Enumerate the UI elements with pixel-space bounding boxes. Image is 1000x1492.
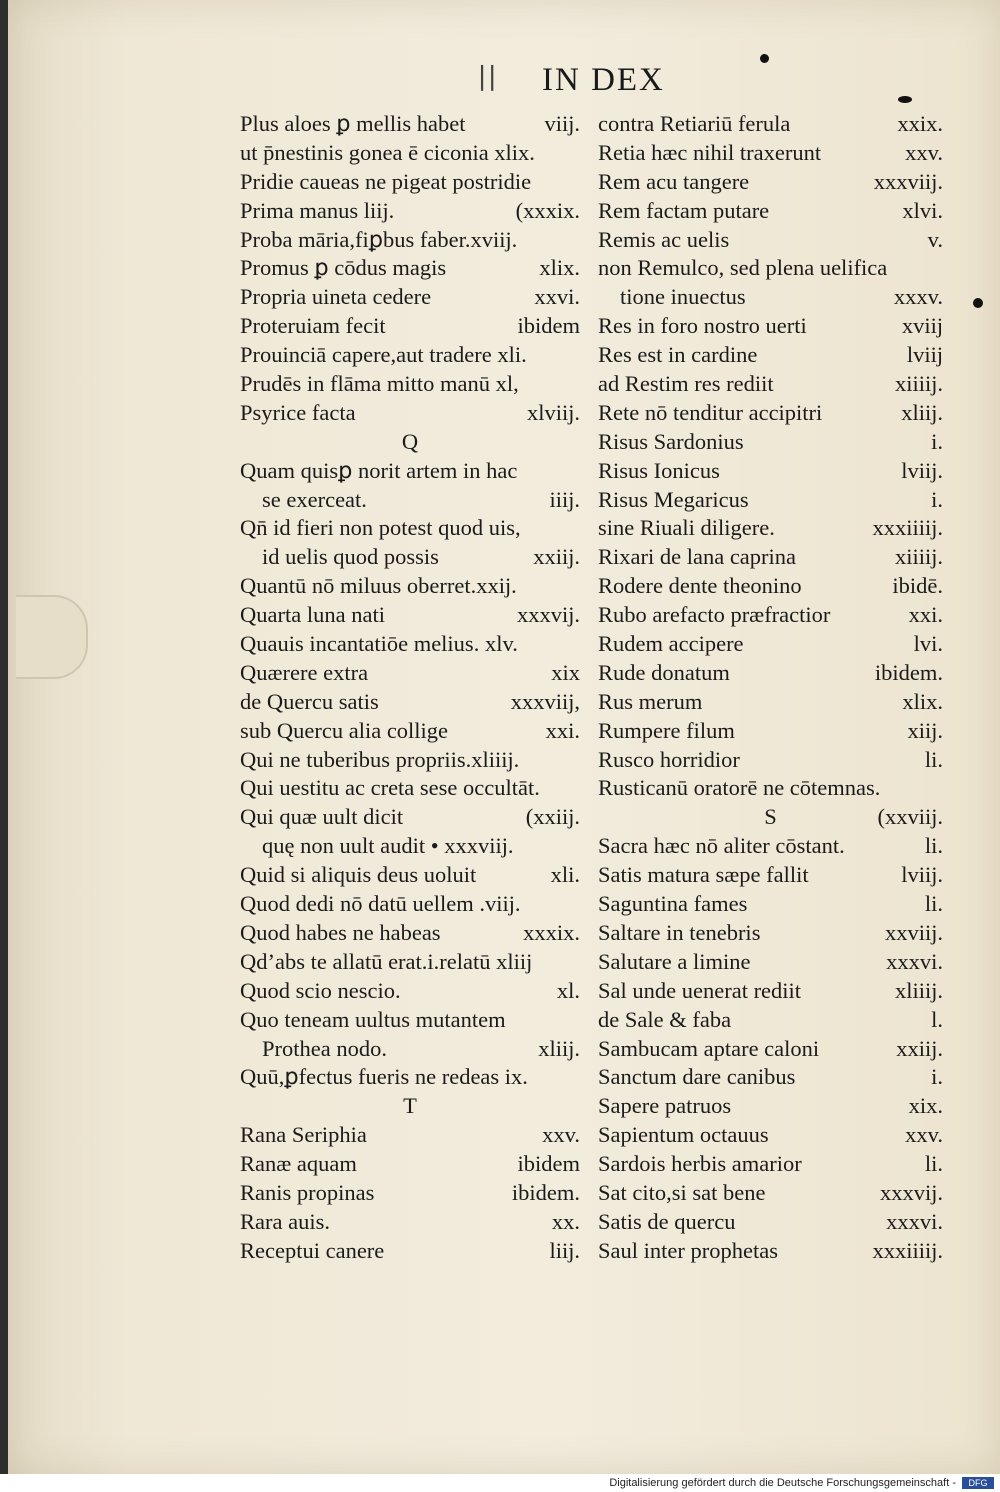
- index-entry: [598, 1063, 943, 1092]
- index-entry: [598, 1035, 943, 1064]
- entry-text: Psyrice facta: [240, 399, 356, 425]
- index-entry: [240, 139, 580, 168]
- entry-reference: li.: [924, 833, 943, 859]
- index-entry: [598, 1092, 943, 1121]
- entry-reference: xlvi.: [902, 197, 943, 223]
- entry-text: Rixari de lana caprina: [598, 544, 797, 570]
- entry-text: Retia hæc nihil traxerunt: [598, 139, 822, 165]
- entry-reference: xiiiĳ.: [894, 371, 943, 397]
- index-entry: [240, 717, 580, 746]
- index-entry: [598, 948, 943, 977]
- entry-text: Receptui canere: [240, 1237, 385, 1263]
- index-entry: [240, 919, 580, 948]
- entry-reference: xx.: [551, 1208, 580, 1234]
- section-letter: T: [403, 1093, 417, 1119]
- index-entry: [598, 746, 943, 775]
- entry-text: Rubo arefacto præfractior: [598, 602, 831, 628]
- entry-text: Salutare a limine: [598, 948, 751, 974]
- entry-text: Proba māria,fiꝑbus faber.xviĳ.: [240, 226, 518, 252]
- header-marks: ∣∣: [478, 64, 499, 95]
- index-entry: [598, 1208, 943, 1237]
- entry-reference: xxi.: [908, 602, 943, 628]
- entry-reference: ibidem.: [511, 1179, 580, 1205]
- index-entry: [240, 803, 580, 832]
- entry-text: Qui uestitu ac creta sese occultāt.: [240, 775, 540, 801]
- dfg-logo: DFG: [962, 1477, 994, 1489]
- entry-text: Res in foro nostro uerti: [598, 313, 807, 339]
- entry-text: quę non uult audit • xxxviĳ.: [262, 833, 514, 859]
- entry-text: ut p̄nestinis gonea ē ciconia xlix.: [240, 139, 535, 165]
- index-entry: [598, 370, 943, 399]
- entry-reference: xviĳ: [901, 313, 943, 339]
- index-entry: [240, 399, 580, 428]
- index-entry: [598, 399, 943, 428]
- index-entry: [240, 890, 580, 919]
- index-entry: [598, 197, 943, 226]
- index-entry: [240, 197, 580, 226]
- index-entry: [240, 226, 580, 255]
- entry-text: Qd’abs te allatū erat.i.relatū xliĳ: [240, 948, 533, 974]
- entry-reference: xliĳ.: [538, 1035, 580, 1061]
- entry-text: Risus Ionicus: [598, 457, 720, 483]
- entry-text: non Remulco, sed plena uelifica: [598, 255, 888, 281]
- entry-reference: li.: [924, 746, 943, 772]
- entry-text: Rude donatum: [598, 659, 730, 685]
- entry-text: Prothea nodo.: [262, 1035, 387, 1061]
- entry-reference: xiĳ.: [907, 717, 943, 743]
- book-page: [8, 0, 1000, 1474]
- entry-reference: xxviĳ.: [884, 919, 943, 945]
- entry-text: Quantū nō miluus oberret.xxĳ.: [240, 573, 517, 599]
- entry-reference: xxxvi.: [886, 1208, 943, 1234]
- index-entry: [598, 428, 943, 457]
- index-entry: [240, 630, 580, 659]
- entry-text: Rete nō tenditur accipitri: [598, 399, 823, 425]
- index-entry: [240, 601, 580, 630]
- index-entry: [598, 254, 943, 283]
- entry-reference: v.: [927, 226, 943, 252]
- index-entry: [240, 168, 580, 197]
- entry-reference: (xxiĳ.: [525, 804, 580, 830]
- index-entry: [598, 659, 943, 688]
- index-entry: [240, 110, 580, 139]
- entry-text: tione inuectus: [620, 284, 746, 310]
- entry-text: Pridie caueas ne pigeat postridie: [240, 168, 532, 194]
- entry-text: Quauis incantatiōe melius. xlv.: [240, 631, 518, 657]
- entry-reference: viĳ.: [544, 111, 580, 136]
- entry-text: Plus aloes ꝑ mellis habet: [240, 111, 466, 136]
- entry-reference: xix: [551, 659, 580, 685]
- entry-text: Risus Sardonius: [598, 428, 744, 454]
- index-entry: [598, 514, 943, 543]
- entry-text: se exerceat.: [262, 486, 367, 512]
- index-entry: [598, 457, 943, 486]
- entry-text: Sardois herbis amarior: [598, 1151, 802, 1177]
- entry-text: Quū,ꝑfectus fueris ne redeas ix.: [240, 1064, 528, 1090]
- entry-text: Sal unde uenerat rediit: [598, 977, 802, 1003]
- entry-text: Saguntina fames: [598, 891, 748, 917]
- index-entry: [240, 1208, 580, 1237]
- entry-reference: li.: [924, 891, 943, 917]
- index-entry: [240, 1063, 580, 1092]
- index-entry: [598, 139, 943, 168]
- index-entry: [598, 1121, 943, 1150]
- entry-text: Qui quæ uult dicit: [240, 804, 404, 830]
- entry-text: Proteruiam fecit: [240, 313, 386, 339]
- index-entry: [598, 688, 943, 717]
- entry-reference: lviĳ.: [901, 457, 943, 483]
- entry-reference: iiĳ.: [549, 486, 580, 512]
- index-entry: [598, 486, 943, 515]
- index-entry: [598, 283, 943, 312]
- index-entry: [598, 774, 943, 803]
- entry-text: Rumpere filum: [598, 717, 735, 743]
- index-entry: [240, 1179, 580, 1208]
- ink-dot: [898, 96, 912, 103]
- entry-reference: lviĳ.: [901, 862, 943, 888]
- index-column-left: [240, 110, 580, 1266]
- index-entry: [240, 543, 580, 572]
- index-entry: [598, 110, 943, 139]
- digitization-footer: [0, 1474, 1000, 1492]
- entry-text: sine Riuali diligere.: [598, 515, 775, 541]
- entry-reference: liĳ.: [549, 1237, 580, 1263]
- entry-text: Ranis propinas: [240, 1179, 375, 1205]
- entry-reference: ibidem.: [874, 659, 943, 685]
- entry-text: Res est in cardine: [598, 342, 758, 368]
- index-entry: [598, 861, 943, 890]
- entry-reference: xiiiĳ.: [894, 544, 943, 570]
- section-letter-row: [240, 1092, 580, 1121]
- entry-text: Sapere patruos: [598, 1093, 732, 1119]
- entry-reference: xxv.: [905, 1122, 943, 1148]
- index-entry: [598, 717, 943, 746]
- entry-text: Rusco horridior: [598, 746, 740, 772]
- entry-text: Quarta luna nati: [240, 602, 385, 628]
- entry-text: Satis matura sæpe fallit: [598, 862, 809, 888]
- entry-text: Promus ꝑ cōdus magis: [240, 255, 447, 281]
- entry-text: de Quercu satis: [240, 688, 379, 714]
- entry-text: Qui ne tuberibus propriis.xliiĳ.: [240, 746, 520, 772]
- entry-reference: xxxvi.: [886, 948, 943, 974]
- entry-reference: i.: [931, 428, 943, 454]
- entry-text: Quo teneam uultus mutantem: [240, 1006, 506, 1032]
- entry-reference: l.: [931, 1006, 943, 1032]
- entry-text: Rusticanū oratorē ne cōtemnas.: [598, 775, 881, 801]
- entry-text: Quam quisꝑ norit artem in hac: [240, 457, 518, 483]
- index-entry: [240, 1150, 580, 1179]
- index-entry: [240, 688, 580, 717]
- entry-text: Rem acu tangere: [598, 168, 750, 194]
- entry-text: de Sale & faba: [598, 1006, 732, 1032]
- entry-reference: li.: [924, 1151, 943, 1177]
- index-entry: [240, 1035, 580, 1064]
- entry-text: Prouinciā capere,aut tradere xli.: [240, 342, 527, 368]
- index-entry: [598, 543, 943, 572]
- index-entry: [240, 370, 580, 399]
- entry-reference: ibidē.: [892, 573, 943, 599]
- entry-text: Sapientum octauus: [598, 1122, 769, 1148]
- index-entry: [598, 832, 943, 861]
- page-header: [478, 58, 678, 108]
- section-letter: S: [764, 804, 777, 830]
- index-entry: [240, 1237, 580, 1266]
- entry-text: Qn̄ id fieri non potest quod uis,: [240, 515, 521, 541]
- entry-reference: xxxiiiĳ.: [872, 515, 943, 541]
- index-entry: [598, 168, 943, 197]
- entry-reference: (xxviĳ.: [877, 804, 943, 830]
- index-entry: [240, 514, 580, 543]
- entry-reference: xxxviĳ.: [873, 168, 943, 194]
- section-letter-row: [598, 803, 943, 832]
- entry-reference: xxv.: [542, 1122, 580, 1148]
- index-entry: [598, 1006, 943, 1035]
- entry-reference: xxxiiiĳ.: [872, 1237, 943, 1263]
- entry-text: ad Restim res rediit: [598, 371, 774, 397]
- index-entry: [240, 572, 580, 601]
- index-entry: [240, 457, 580, 486]
- entry-text: Sambucam aptare caloni: [598, 1035, 820, 1061]
- entry-text: Rana Seriphia: [240, 1122, 367, 1148]
- index-entry: [598, 890, 943, 919]
- index-entry: [240, 977, 580, 1006]
- index-entry: [240, 283, 580, 312]
- index-entry: [240, 861, 580, 890]
- entry-text: Ranæ aquam: [240, 1151, 357, 1177]
- ink-dot: [973, 298, 983, 308]
- section-letter-row: [240, 428, 580, 457]
- entry-reference: (xxxix.: [515, 197, 580, 223]
- entry-text: Rem factam putare: [598, 197, 770, 223]
- entry-reference: xxiĳ.: [533, 544, 580, 570]
- entry-text: id uelis quod possis: [262, 544, 439, 570]
- entry-text: Quod scio nescio.: [240, 977, 401, 1003]
- entry-text: Satis de quercu: [598, 1208, 736, 1234]
- ink-dot: [760, 54, 769, 63]
- index-entry: [240, 254, 580, 283]
- entry-reference: lviĳ: [906, 342, 943, 368]
- entry-reference: xxxvĳ.: [879, 1179, 943, 1205]
- index-entry: [598, 226, 943, 255]
- index-entry: [240, 1006, 580, 1035]
- index-entry: [598, 312, 943, 341]
- entry-text: Saltare in tenebris: [598, 919, 761, 945]
- index-entry: [240, 1121, 580, 1150]
- entry-reference: xlix.: [539, 255, 580, 281]
- entry-text: sub Quercu alia collige: [240, 717, 449, 743]
- entry-reference: xxxviĳ,: [510, 688, 580, 714]
- entry-text: Sanctum dare canibus: [598, 1064, 796, 1090]
- entry-reference: lvi.: [913, 631, 943, 657]
- entry-text: Rus merum: [598, 688, 703, 714]
- entry-reference: xxxvĳ.: [516, 602, 580, 628]
- entry-reference: ibidem: [517, 313, 580, 339]
- entry-text: Sat cito,si sat bene: [598, 1179, 766, 1205]
- index-entry: [598, 341, 943, 370]
- index-entry: [240, 659, 580, 688]
- index-entry: [240, 746, 580, 775]
- entry-text: Quærere extra: [240, 659, 369, 685]
- index-entry: [240, 948, 580, 977]
- entry-text: Prima manus liĳ.: [240, 197, 395, 223]
- entry-reference: i.: [931, 486, 943, 512]
- entry-reference: xxv.: [905, 139, 943, 165]
- entry-text: Rudem accipere: [598, 631, 744, 657]
- entry-text: Risus Megaricus: [598, 486, 749, 512]
- index-entry: [598, 1150, 943, 1179]
- page-title: IN DEX: [542, 62, 665, 98]
- index-entry: [240, 486, 580, 515]
- entry-reference: xxxv.: [893, 284, 943, 310]
- entry-text: Sacra hæc nō aliter cōstant.: [598, 833, 845, 859]
- entry-reference: xliiĳ.: [894, 977, 943, 1003]
- entry-text: Quod habes ne habeas: [240, 919, 441, 945]
- entry-text: Quod dedi nō datū uellem .viĳ.: [240, 891, 521, 917]
- index-entry: [240, 341, 580, 370]
- entry-text: Prudēs in flāma mitto manū xl,: [240, 371, 519, 397]
- entry-reference: xxix.: [897, 111, 943, 136]
- entry-text: Remis ac uelis: [598, 226, 730, 252]
- entry-reference: xlviĳ.: [526, 399, 580, 425]
- entry-reference: xxi.: [545, 717, 580, 743]
- entry-reference: xl.: [556, 977, 580, 1003]
- index-entry: [598, 601, 943, 630]
- index-entry: [598, 1237, 943, 1266]
- index-entry: [598, 919, 943, 948]
- index-entry: [240, 312, 580, 341]
- index-column-right: [598, 110, 943, 1266]
- entry-text: Saul inter prophetas: [598, 1237, 778, 1263]
- entry-text: Rodere dente theonino: [598, 573, 802, 599]
- page-notch: [16, 595, 88, 679]
- entry-reference: xlix.: [902, 688, 943, 714]
- footer-credit: Digitalisierung gefördert durch die Deutsche Forschungsgemeinschaft -: [609, 1477, 956, 1489]
- entry-reference: ibidem: [517, 1151, 580, 1177]
- index-entry: [598, 572, 943, 601]
- section-letter: Q: [401, 428, 419, 454]
- index-entry: [240, 832, 580, 861]
- entry-reference: xix.: [908, 1093, 943, 1119]
- entry-reference: xliĳ.: [901, 399, 943, 425]
- entry-reference: i.: [931, 1064, 943, 1090]
- entry-text: Quid si aliquis deus uoluit: [240, 862, 477, 888]
- entry-reference: xxvi.: [534, 284, 580, 310]
- entry-reference: xxxix.: [523, 919, 580, 945]
- entry-text: Rara auis.: [240, 1208, 330, 1234]
- index-entry: [598, 1179, 943, 1208]
- entry-text: contra Retiariū ferula: [598, 111, 791, 136]
- entry-reference: xxiĳ.: [896, 1035, 943, 1061]
- index-entry: [598, 977, 943, 1006]
- entry-text: Propria uineta cedere: [240, 284, 432, 310]
- index-entry: [240, 774, 580, 803]
- entry-reference: xli.: [550, 862, 580, 888]
- index-entry: [598, 630, 943, 659]
